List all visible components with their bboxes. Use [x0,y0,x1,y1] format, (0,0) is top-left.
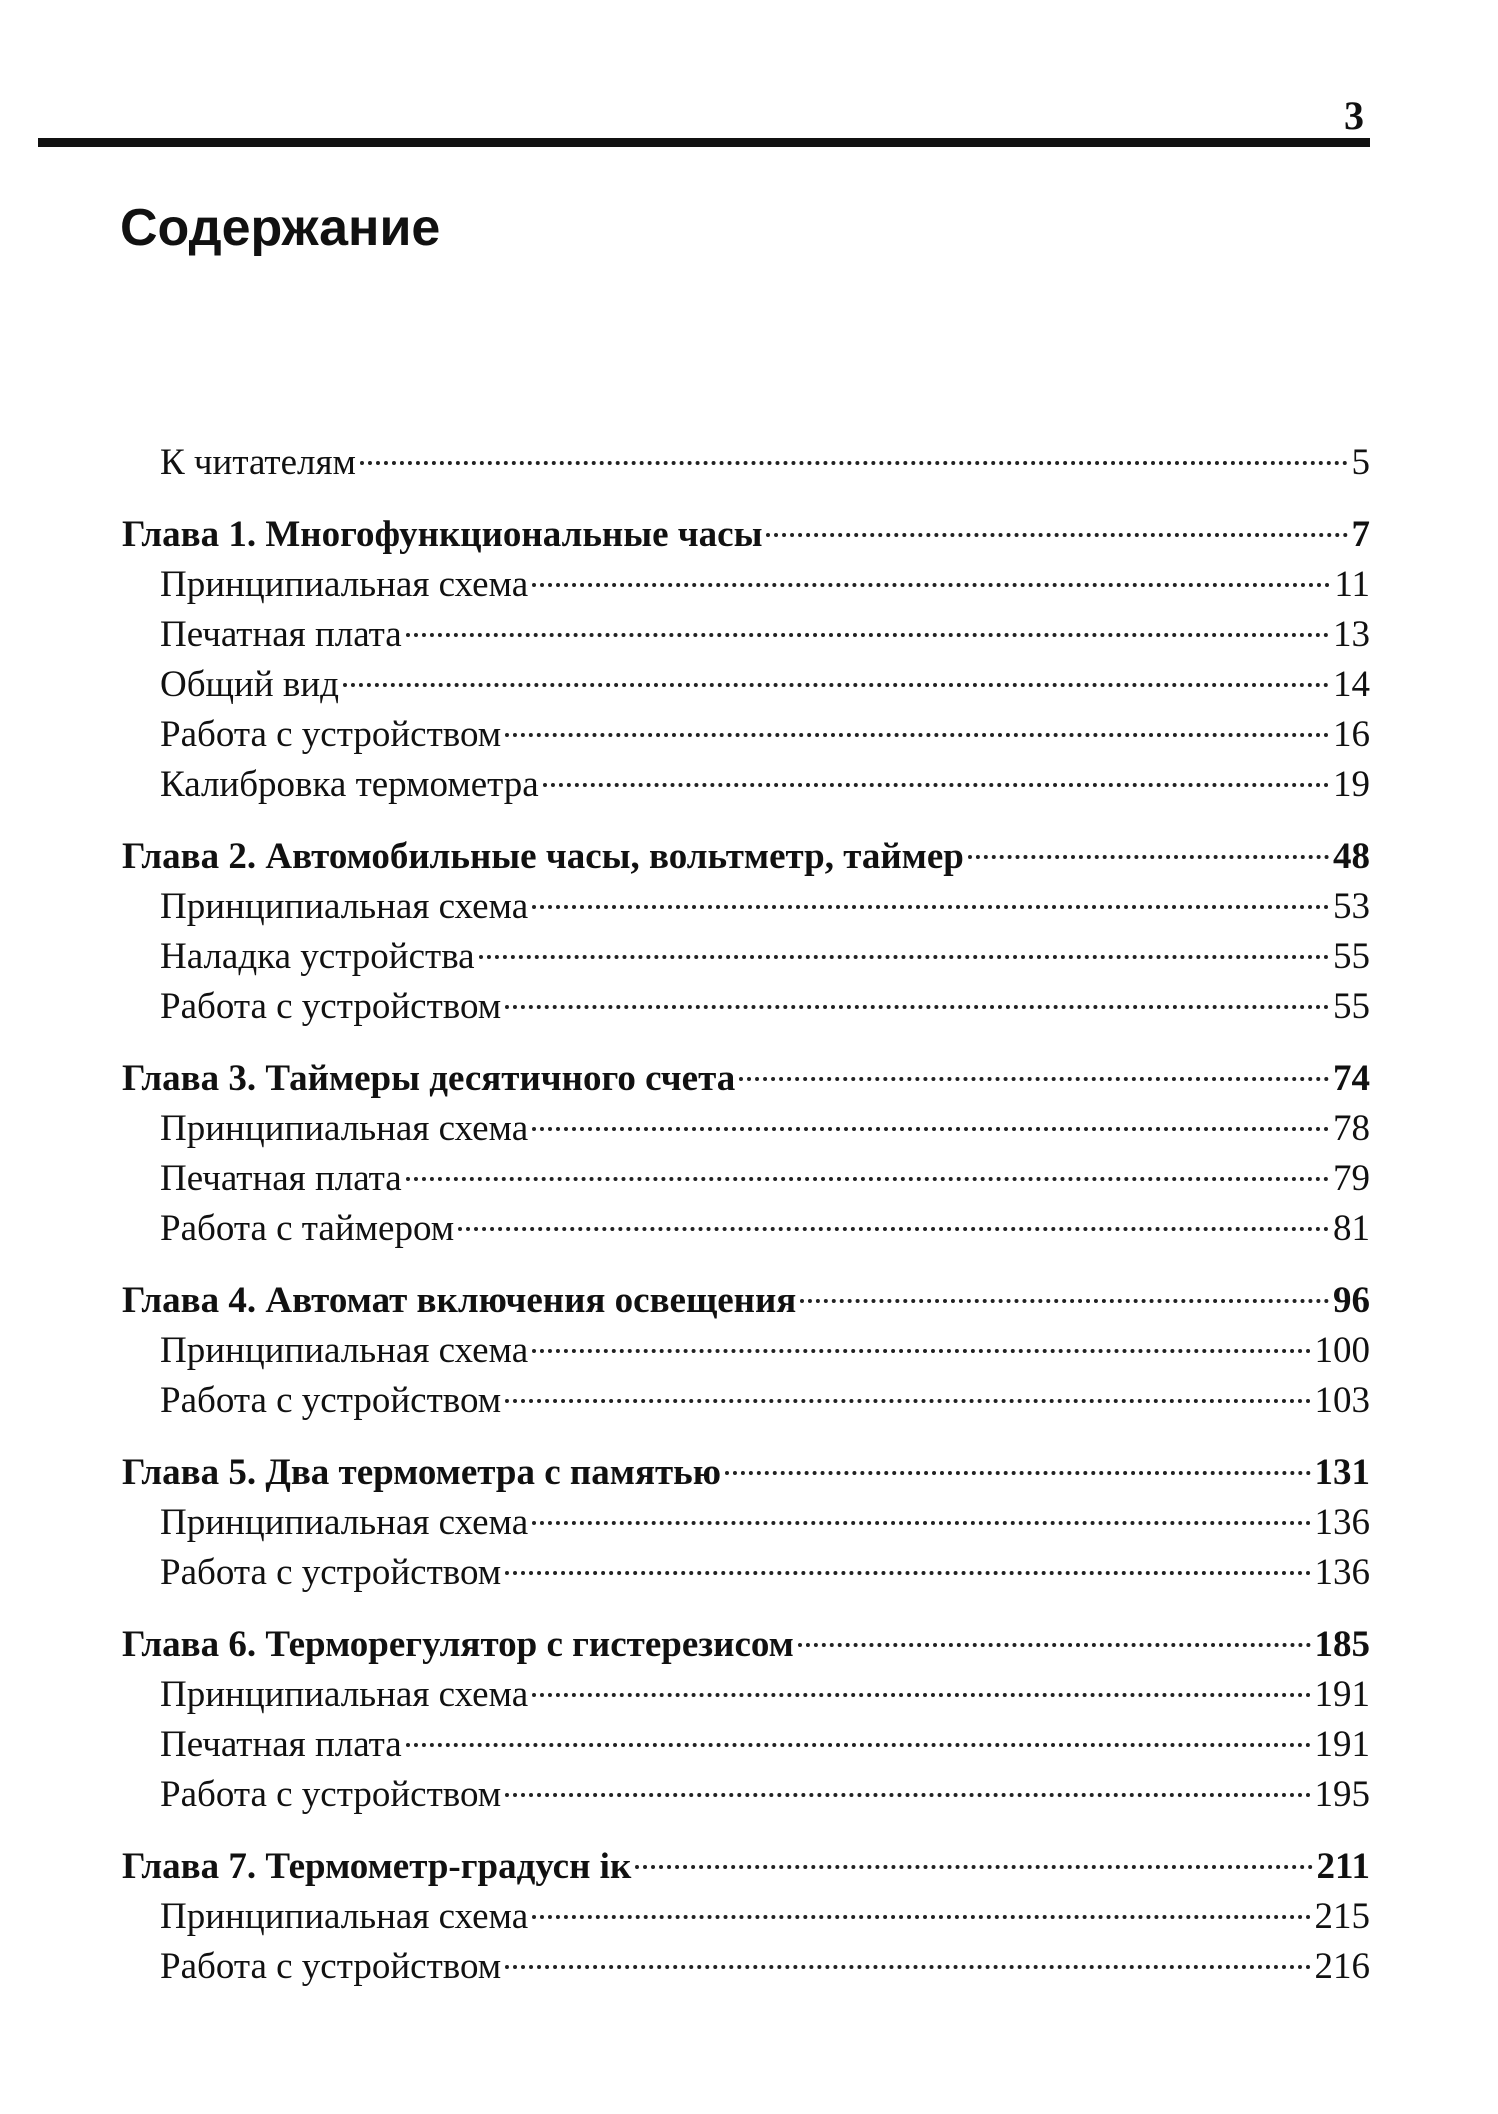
dot-leader [406,633,1329,637]
toc-section-label: Принципиальная схема [160,564,529,605]
toc-section-entry [122,660,1370,710]
toc-chapter-entry [122,1620,1370,1670]
dot-leader [798,1643,1311,1647]
toc-section-entry [122,1104,1370,1154]
toc-section-entry [122,1498,1370,1548]
toc-chapter-page: 131 [1314,1452,1370,1493]
toc-section-page: 216 [1314,1946,1370,1987]
page-number: 3 [1344,93,1364,138]
toc-section-label: Печатная плата [160,614,402,655]
toc-section-label: Работа с таймером [160,1208,455,1249]
page-title: Содержание [120,199,441,257]
dot-leader [800,1299,1329,1303]
toc-section-page: 191 [1314,1674,1370,1715]
dot-leader [739,1077,1329,1081]
dot-leader [532,1915,1310,1919]
toc-section-page: 19 [1333,764,1370,805]
dot-leader [532,1127,1329,1131]
toc-section-entry [122,1326,1370,1376]
toc-section-page: 13 [1333,614,1370,655]
toc-chapter-label: Глава 4. Автомат включения освещения [122,1280,797,1321]
dot-leader [505,1005,1329,1009]
toc-section-entry [122,1720,1370,1770]
toc-section-page: 81 [1333,1208,1370,1249]
toc-section-label: Работа с устройством [160,1774,502,1815]
toc-section-label: Работа с устройством [160,1552,502,1593]
toc-section-entry [122,1154,1370,1204]
toc-chapter-page: 7 [1351,514,1370,555]
dot-leader [532,1693,1310,1697]
toc-section-label: Работа с устройством [160,1946,502,1987]
toc-section-label: Печатная плата [160,1158,402,1199]
toc-chapter-page: 74 [1333,1058,1370,1099]
toc-chapter-page: 48 [1333,836,1370,877]
toc-section-entry [122,1770,1370,1820]
toc-section-page: 191 [1314,1724,1370,1765]
toc-section-label: Печатная плата [160,1724,402,1765]
toc-section-label: Работа с устройством [160,714,502,755]
toc-section-page: 14 [1333,664,1370,705]
toc-chapter-page: 211 [1316,1846,1370,1887]
dot-leader [458,1227,1329,1231]
dot-leader [532,583,1330,587]
toc-section-entry [122,560,1370,610]
toc-section-page: 55 [1333,936,1370,977]
dot-leader [766,533,1347,537]
dot-leader [725,1471,1311,1475]
dot-leader [968,855,1329,859]
toc-chapter-page: 96 [1333,1280,1370,1321]
toc-section-label: Работа с устройством [160,986,502,1027]
header-rule [38,138,1370,147]
dot-leader [406,1177,1329,1181]
toc-section-entry [122,610,1370,660]
toc-section-entry [122,760,1370,810]
dot-leader [406,1743,1311,1747]
toc-section-label: Общий вид [160,664,339,705]
toc-section-label: Принципиальная схема [160,1674,529,1715]
dot-leader [505,733,1329,737]
toc-section-entry [122,1892,1370,1942]
toc-chapter-label: Глава 1. Многофункциональные часы [122,514,763,555]
toc-section-page: 16 [1333,714,1370,755]
dot-leader [635,1865,1312,1869]
toc-chapter-label: Глава 3. Таймеры десятичного счета [122,1058,736,1099]
dot-leader [479,955,1329,959]
toc-section-page: 136 [1314,1552,1370,1593]
toc-chapter-page: 185 [1314,1624,1370,1665]
dot-leader [532,1349,1310,1353]
dot-leader [532,1521,1310,1525]
toc-section-entry [122,1548,1370,1598]
table-of-contents [122,438,1370,1992]
toc-chapter-label: Глава 7. Термометр-градусн ік [122,1846,632,1887]
dot-leader [505,1793,1310,1797]
toc-section-label: Принципиальная схема [160,1896,529,1937]
toc-section-page: 11 [1334,564,1370,605]
toc-section-page: 103 [1314,1380,1370,1421]
toc-chapter-entry [122,832,1370,882]
toc-section-entry [122,1670,1370,1720]
toc-section-page: 195 [1314,1774,1370,1815]
toc-chapter-entry [122,1842,1370,1892]
toc-chapter-label: Глава 2. Автомобильные часы, вольтметр, таймер [122,836,964,877]
dot-leader [543,783,1329,787]
dot-leader [505,1965,1310,1969]
toc-chapter-entry [122,1054,1370,1104]
toc-section-label: Наладка устройства [160,936,475,977]
toc-intro-entry [122,438,1370,488]
toc-section-entry [122,932,1370,982]
toc-section-entry [122,1376,1370,1426]
toc-entry-page: 5 [1351,442,1370,483]
toc-section-page: 136 [1314,1502,1370,1543]
toc-chapter-entry [122,510,1370,560]
toc-section-page: 79 [1333,1158,1370,1199]
toc-section-label: Работа с устройством [160,1380,502,1421]
toc-section-page: 78 [1333,1108,1370,1149]
toc-chapter-entry [122,1276,1370,1326]
dot-leader [505,1571,1310,1575]
toc-section-label: Принципиальная схема [160,1330,529,1371]
toc-section-label: Принципиальная схема [160,1502,529,1543]
toc-section-page: 100 [1314,1330,1370,1371]
toc-section-label: Принципиальная схема [160,886,529,927]
toc-section-entry [122,710,1370,760]
toc-chapter-entry [122,1448,1370,1498]
toc-chapter-label: Глава 6. Терморегулятор с гистерезисом [122,1624,794,1665]
toc-section-page: 53 [1333,886,1370,927]
toc-section-entry [122,1204,1370,1254]
toc-section-label: Принципиальная схема [160,1108,529,1149]
dot-leader [360,461,1348,465]
dot-leader [505,1399,1310,1403]
toc-section-entry [122,1942,1370,1992]
toc-chapter-label: Глава 5. Два термометра с памятью [122,1452,721,1493]
toc-section-entry [122,982,1370,1032]
dot-leader [343,683,1329,687]
toc-entry-label: К читателям [160,442,356,483]
toc-section-page: 215 [1314,1896,1370,1937]
toc-section-label: Калибровка термометра [160,764,539,805]
toc-section-entry [122,882,1370,932]
dot-leader [532,905,1329,909]
toc-section-page: 55 [1333,986,1370,1027]
